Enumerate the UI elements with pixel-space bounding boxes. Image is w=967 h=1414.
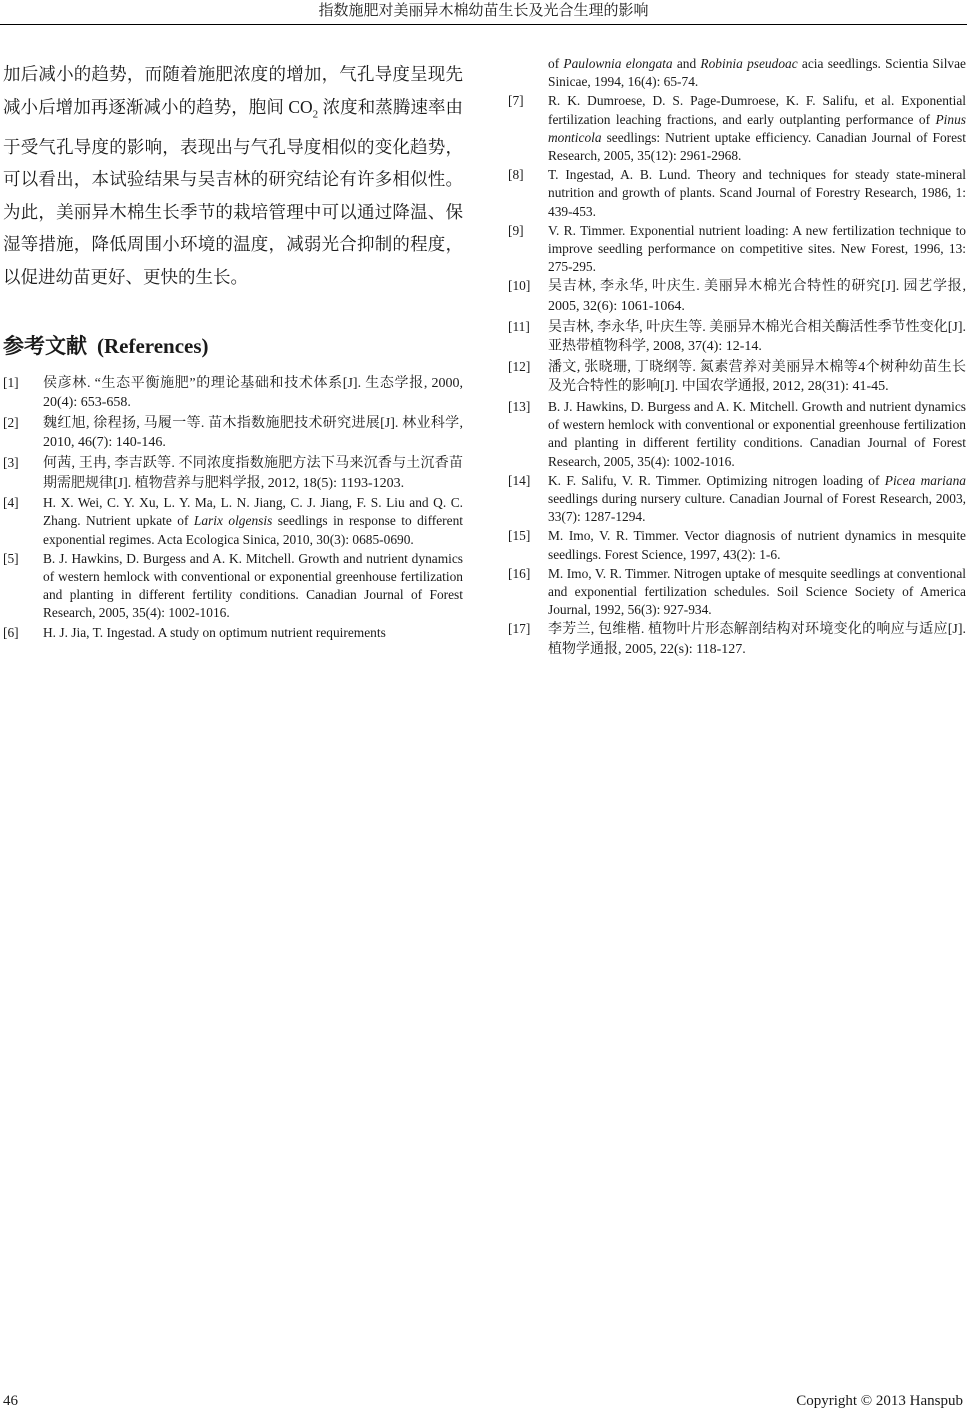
reference-text: H. J. Jia, T. Ingestad. A study on optimum nutrient requirements (43, 624, 386, 640)
reference-15 (508, 527, 966, 563)
reference-number: [17] (508, 621, 531, 637)
reference-3 (3, 454, 463, 493)
reference-14 (508, 472, 966, 527)
reference-text: 魏红旭, 徐程扬, 马履一等. 苗木指数施肥技术研究进展[J]. 林业科学, 2010, 46(7): 140-146. (43, 415, 463, 451)
reference-number: [10] (508, 278, 531, 294)
references-heading-cn: 参考文献 (3, 333, 87, 358)
reference-5 (3, 550, 463, 623)
reference-number: [16] (508, 565, 531, 581)
reference-number: [13] (508, 399, 531, 414)
reference-number: [9] (508, 222, 524, 238)
reference-species: Larix olgensis (193, 513, 273, 529)
reference-number: [1] (3, 374, 19, 390)
reference-number: [8] (508, 167, 524, 183)
reference-text: 李芳兰, 包维楷. 植物叶片形态解剖结构对环境变化的响应与适应[J]. 植物学通报, 2005, 22(s): 118-127. (548, 622, 966, 658)
reference-text: K. F. Salifu, V. R. Timmer. Optimizing nitrogen loading of (548, 472, 885, 488)
reference-text: M. Imo, V. R. Timmer. Vector diagnosis of nutrient dynamics in mesquite seedlings. Forest Science, 1997, 43(2): 1-6. (548, 528, 966, 562)
reference-text: M. Imo, V. R. Timmer. Nitrogen uptake of mesquite seedlings at conventional and exponential fertilization schedules. Soil Science Society of America Journal, 1992, 56(3): 927-934. (548, 565, 966, 618)
reference-10 (508, 277, 966, 316)
body-text-part-2: 浓度和蒸腾速率由于受气孔导度的影响，表现出与气孔导度相似的变化趋势，可以看出，本试验结果与吴吉林的研究结论有许多相似性。为此，美丽异木棉生长季节的栽培管理中可以通过降温、保湿等措施，降低周围小环境的温度，减弱光合抑制的程度，以促进幼苗更好、更快的生长。 (3, 96, 464, 288)
reference-1 (3, 374, 463, 413)
reference-7 (508, 92, 966, 165)
body-text-part-1: 加后减小的趋势，而随着施肥浓度的增加，气孔导度呈现先减小后增加再逐渐减小的趋势，胞间 CO (3, 64, 463, 117)
reference-8 (508, 166, 966, 221)
reference-text: V. R. Timmer. Exponential nutrient loading: A new fertilization technique to improve seedling performance on competitive sites. New Forest, 1996, 13: 275-295. (548, 222, 966, 275)
reference-text-mid: and (672, 56, 701, 71)
reference-number: [3] (3, 455, 19, 471)
reference-text: 吴吉林, 李永华, 叶庆生. 美丽异木棉光合特性的研究[J]. 园艺学报, 2005, 32(6): 1061-1064. (548, 279, 966, 315)
reference-4 (3, 494, 463, 549)
reference-16 (508, 565, 966, 620)
page-number: 46 (3, 1393, 18, 1409)
reference-number: [4] (3, 495, 19, 511)
reference-species: Paulownia elongata (563, 56, 673, 71)
reference-text-tail: acia seedlings. Scientia Silvae Sinicae, 1994, 16(4): 65-74. (548, 56, 967, 90)
reference-text: 何茜, 王冉, 李吉跃等. 不同浓度指数施肥方法下马来沉香与土沉香苗期需肥规律[J]. 植物营养与肥料学报, 2012, 18(5): 1193-1203. (43, 456, 463, 491)
reference-number: [5] (3, 550, 19, 566)
reference-number: [15] (508, 528, 531, 544)
right-column (508, 55, 966, 661)
reference-text: 潘文, 张晓珊, 丁晓纲等. 氮素营养对美丽异木棉等4个树种幼苗生长及光合特性的影响[J]. 中国农学通报, 2012, 28(31): 41-45. (548, 359, 966, 395)
reference-number: [14] (508, 472, 531, 488)
reference-text-tail: seedlings in response to different exponential regimes. Acta Ecologica Sinica, 2010, 30(3): 0685-0690. (43, 513, 464, 547)
reference-text: B. J. Hawkins, D. Burgess and A. K. Mitchell. Growth and nutrient dynamics of western hemlock with conventional or exponential greenhouse fertilization and planting in different fertility conditions. Canadian Journal of Forest Research, 2005, 35(4): 1002-1016. (43, 550, 463, 621)
reference-number: [6] (3, 624, 19, 640)
references-heading (3, 332, 463, 360)
reference-number: [11] (508, 318, 530, 334)
reference-text: T. Ingestad, A. B. Lund. Theory and techniques for steady state-mineral nutrition and growth of plants. Scand Journal of Forestry Research, 1986, 1: 439-453. (548, 167, 966, 219)
reference-6 (3, 624, 463, 642)
reference-text: 吴吉林, 李永华, 叶庆生等. 美丽异木棉光合相关酶活性季节性变化[J]. 亚热带植物科学, 2008, 37(4): 12-14. (548, 319, 966, 355)
reference-text-tail: seedlings during nursery culture. Canadian Journal of Forest Research, 2003, 33(7): 1287-1294. (548, 491, 966, 525)
left-column (3, 58, 463, 643)
reference-12 (508, 358, 966, 397)
header-rule (0, 24, 967, 25)
reference-9 (508, 222, 966, 277)
reference-species: Robinia pseudoac (700, 56, 798, 71)
reference-number: [2] (3, 414, 19, 430)
reference-text: of (548, 56, 564, 71)
copyright-notice: Copyright © 2013 Hanspub (796, 1393, 963, 1409)
co2-subscript: 2 (312, 108, 319, 121)
reference-2 (3, 414, 463, 453)
reference-text-tail: seedlings: Nutrient uptake efficiency. Canadian Journal of Forest Research, 2005, 35(12): 2961-2968. (548, 129, 966, 164)
reference-species: Picea mariana (884, 472, 966, 488)
reference-number: [12] (508, 358, 531, 374)
reference-13 (508, 398, 966, 471)
references-heading-en: (References) (97, 333, 209, 358)
reference-11 (508, 318, 966, 357)
reference-text: R. K. Dumroese, D. S. Page-Dumroese, K. F. Salifu, et al. Exponential fertilization leaching fractions, and early outplanting performance of (548, 93, 966, 127)
reference-species: Pinus monticola (548, 111, 966, 145)
running-header: 指数施肥对美丽异木棉幼苗生长及光合生理的影响 (318, 3, 649, 19)
reference-number: [7] (508, 93, 524, 109)
reference-text: H. X. Wei, C. Y. Xu, L. Y. Ma, L. N. Jiang, C. J. Jiang, F. S. Liu and Q. C. Zhang. Nutrient upkate of (43, 495, 463, 529)
reference-text: 侯彦林. “生态平衡施肥”的理论基础和技术体系[J]. 生态学报, 2000, 20(4): 653-658. (43, 375, 463, 411)
reference-17 (508, 620, 966, 659)
references-list-left (3, 374, 463, 642)
reference-text: B. J. Hawkins, D. Burgess and A. K. Mitchell. Growth and nutrient dynamics of western hemlock with conventional or exponential greenhouse fertilization and planting in different fertility conditions. Canadian Journal of Forest Research, 2005, 35(4): 1002-1016. (548, 399, 966, 469)
reference-6-continued (508, 55, 966, 91)
body-paragraph (3, 58, 463, 294)
